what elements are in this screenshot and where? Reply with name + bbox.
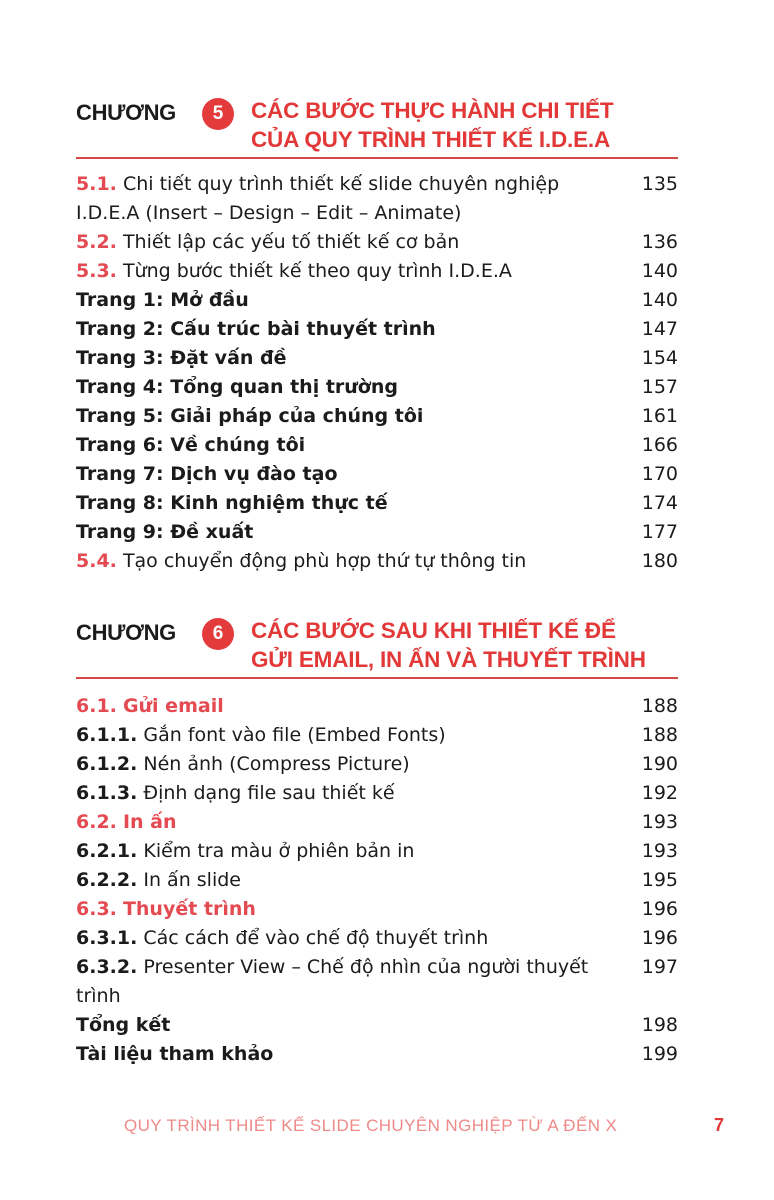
chapter-title-line-1: CÁC BƯỚC SAU KHI THIẾT KẾ ĐỂ <box>251 618 616 643</box>
entry-page: 180 <box>641 550 678 572</box>
chapter-5 <box>76 92 678 572</box>
entry-page: 198 <box>641 1014 678 1036</box>
entry-text: Định dạng file sau thiết kế <box>143 782 395 804</box>
entry-number: 5.1. <box>76 173 117 195</box>
toc-entry[interactable] <box>76 1011 678 1040</box>
toc-entry[interactable] <box>76 315 678 344</box>
chapter-title <box>251 616 681 674</box>
entry-text: In ấn slide <box>143 869 241 891</box>
entry-text: Trang 9: Đề xuất <box>76 521 254 543</box>
entry-page: 154 <box>641 347 678 369</box>
entry-text: Tổng kết <box>76 1014 171 1036</box>
entry-text: Tài liệu tham khảo <box>76 1043 274 1065</box>
entry-text: Trang 6: Về chúng tôi <box>76 434 306 456</box>
entry-number: 6.3.2. <box>76 956 138 978</box>
entry-page: 140 <box>641 289 678 311</box>
toc-entry[interactable] <box>76 344 678 373</box>
entry-page: 195 <box>641 869 678 891</box>
entry-text: Trang 3: Đặt vấn đề <box>76 347 287 369</box>
chapter-label: CHƯƠNG <box>76 100 176 125</box>
chapter-divider <box>76 157 678 159</box>
chapter-divider <box>76 677 678 679</box>
entry-text: Gắn font vào file (Embed Fonts) <box>143 724 446 746</box>
entry-number: 6.1. <box>76 695 117 717</box>
entry-page: 147 <box>641 318 678 340</box>
entry-page: 166 <box>641 434 678 456</box>
toc-entry[interactable] <box>76 402 678 431</box>
toc-entry[interactable] <box>76 750 678 779</box>
entry-page: 196 <box>641 927 678 949</box>
toc-section-entry[interactable] <box>76 895 678 924</box>
entry-number: 6.2.1. <box>76 840 138 862</box>
entry-number: 6.2.2. <box>76 869 138 891</box>
chapter-title-line-2: GỬI EMAIL, IN ẤN VÀ THUYẾT TRÌNH <box>251 647 646 672</box>
chapter-title-line-2: CỦA QUY TRÌNH THIẾT KẾ I.D.E.A <box>251 127 611 152</box>
toc-entry[interactable] <box>76 460 678 489</box>
entry-number: 5.3. <box>76 260 117 282</box>
entry-text: Presenter View – Chế độ nhìn của người thuyết trình <box>76 956 589 1007</box>
toc-entry[interactable] <box>76 866 678 895</box>
entry-text: Thiết lập các yếu tố thiết kế cơ bản <box>122 231 460 253</box>
entry-page: 196 <box>641 898 678 920</box>
toc-entry[interactable] <box>76 721 678 750</box>
entry-text: Từng bước thiết kế theo quy trình I.D.E.A <box>122 260 512 282</box>
entry-number: 6.1.1. <box>76 724 138 746</box>
entry-page: 174 <box>641 492 678 514</box>
entry-text: Nén ảnh (Compress Picture) <box>143 753 410 775</box>
toc-list <box>76 692 678 1069</box>
entry-number: 6.3. <box>76 898 117 920</box>
entry-page: 170 <box>641 463 678 485</box>
entry-page: 188 <box>641 724 678 746</box>
chapter-number-badge: 6 <box>202 618 234 650</box>
toc-entry[interactable] <box>76 779 678 808</box>
running-footer-title: QUY TRÌNH THIẾT KẾ SLIDE CHUYÊN NGHIỆP TỪ A ĐẾN X <box>124 1116 618 1135</box>
chapter-6 <box>76 612 678 1065</box>
chapter-title <box>251 96 681 154</box>
toc-entry[interactable] <box>76 518 678 547</box>
entry-number: 5.4. <box>76 550 117 572</box>
entry-number: 6.3.1. <box>76 927 138 949</box>
entry-text: Thuyết trình <box>122 898 256 920</box>
chapter-number-badge: 5 <box>202 98 234 130</box>
chapter-header <box>76 92 678 156</box>
entry-page: 188 <box>641 695 678 717</box>
toc-section-entry[interactable] <box>76 692 678 721</box>
page-number: 7 <box>714 1115 725 1135</box>
entry-number: 6.2. <box>76 811 117 833</box>
chapter-title-line-1: CÁC BƯỚC THỰC HÀNH CHI TIẾT <box>251 98 614 123</box>
entry-page: 197 <box>641 956 678 978</box>
toc-entry[interactable] <box>76 170 678 228</box>
entry-page: 136 <box>641 231 678 253</box>
entry-page: 190 <box>641 753 678 775</box>
entry-page: 193 <box>641 811 678 833</box>
toc-entry[interactable] <box>76 373 678 402</box>
entry-text: Gửi email <box>122 695 224 717</box>
entry-text: Trang 1: Mở đầu <box>76 289 249 311</box>
entry-text: Chi tiết quy trình thiết kế slide chuyên nghiệp I.D.E.A (Insert – Design – Edit – Animate) <box>76 173 560 224</box>
entry-text: Trang 7: Dịch vụ đào tạo <box>76 463 338 485</box>
toc-entry[interactable] <box>76 228 678 257</box>
entry-text: Trang 8: Kinh nghiệm thực tế <box>76 492 388 514</box>
entry-text: Trang 5: Giải pháp của chúng tôi <box>76 405 424 427</box>
toc-entry[interactable] <box>76 431 678 460</box>
entry-text: In ấn <box>122 811 177 833</box>
entry-number: 6.1.2. <box>76 753 138 775</box>
toc-entry[interactable] <box>76 286 678 315</box>
toc-entry[interactable] <box>76 1040 678 1069</box>
entry-number: 6.1.3. <box>76 782 138 804</box>
toc-entry[interactable] <box>76 257 678 286</box>
toc-list <box>76 170 678 576</box>
toc-entry[interactable] <box>76 953 678 1011</box>
entry-text: Trang 4: Tổng quan thị trường <box>76 376 398 398</box>
entry-page: 193 <box>641 840 678 862</box>
entry-text: Các cách để vào chế độ thuyết trình <box>143 927 489 949</box>
toc-entry[interactable] <box>76 547 678 576</box>
entry-text: Trang 2: Cấu trúc bài thuyết trình <box>76 318 436 340</box>
entry-text: Kiểm tra màu ở phiên bản in <box>143 840 415 862</box>
toc-entry[interactable] <box>76 924 678 953</box>
entry-page: 199 <box>641 1043 678 1065</box>
toc-entry[interactable] <box>76 489 678 518</box>
entry-page: 192 <box>641 782 678 804</box>
chapter-header <box>76 612 678 676</box>
chapter-label: CHƯƠNG <box>76 620 176 645</box>
entry-page: 135 <box>641 173 678 195</box>
entry-page: 157 <box>641 376 678 398</box>
entry-page: 140 <box>641 260 678 282</box>
toc-section-entry[interactable] <box>76 808 678 837</box>
entry-text: Tạo chuyển động phù hợp thứ tự thông tin <box>122 550 527 572</box>
toc-entry[interactable] <box>76 837 678 866</box>
entry-page: 177 <box>641 521 678 543</box>
entry-number: 5.2. <box>76 231 117 253</box>
entry-page: 161 <box>641 405 678 427</box>
